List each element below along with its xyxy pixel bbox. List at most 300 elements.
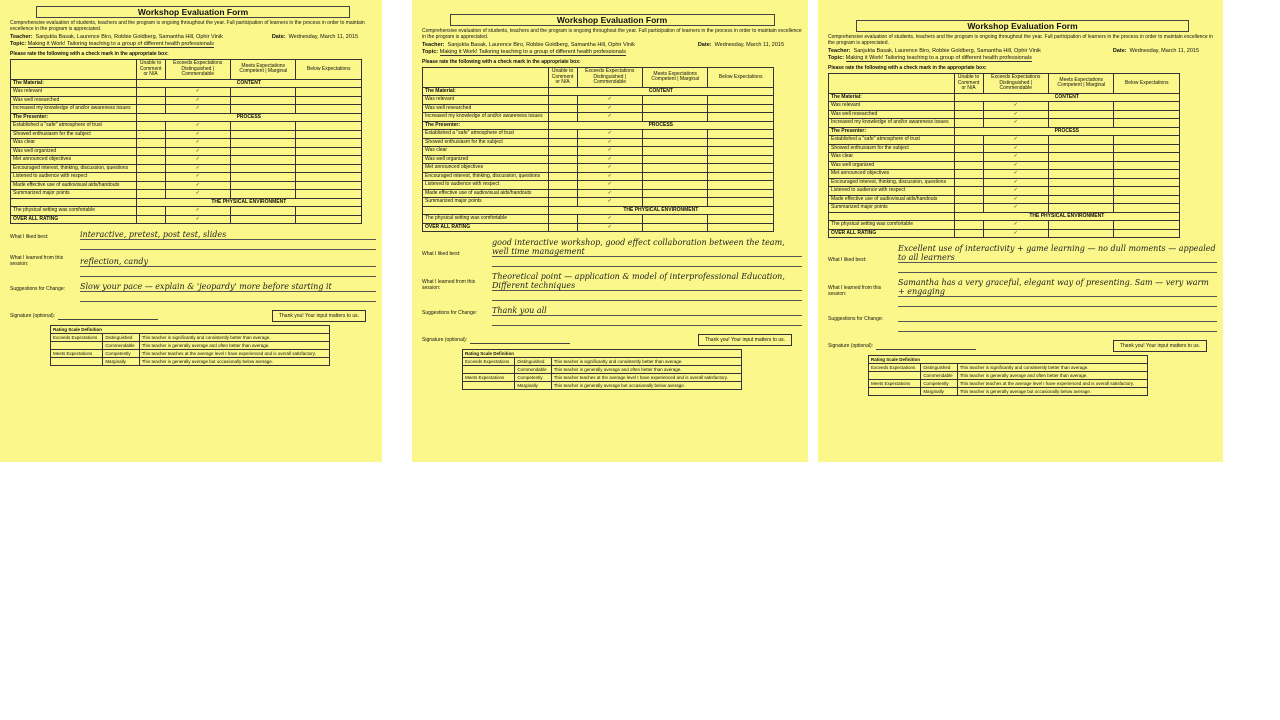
rating-cell-na[interactable] [136,130,165,139]
suggestions-row [422,306,802,316]
criterion-row [423,215,774,224]
section-label [11,198,137,207]
rating-cell-below[interactable] [708,130,774,139]
rating-column-header: Meets Expectations Competent | Marginal [231,60,296,80]
rating-cell-exceeds[interactable]: ✓ [983,170,1048,179]
rating-cell-meets[interactable] [643,130,708,139]
rating-cell-na[interactable] [136,105,165,114]
rating-cell-na[interactable] [548,215,577,224]
rating-cell-exceeds[interactable]: ✓ [577,223,642,232]
rating-cell-meets[interactable] [1049,153,1114,162]
rating-cell-below[interactable] [708,104,774,113]
rating-cell-exceeds[interactable]: ✓ [165,96,230,105]
rating-cell-na[interactable] [136,207,165,216]
rating-cell-exceeds[interactable]: ✓ [577,104,642,113]
rating-cell-na[interactable] [954,153,983,162]
criterion-row [829,187,1180,196]
rating-cell-below[interactable] [296,215,362,224]
rating-cell-exceeds[interactable]: ✓ [165,147,230,156]
rating-cell-na[interactable] [548,189,577,198]
scale-cell: Competently [515,374,551,382]
rating-cell-below[interactable] [708,223,774,232]
liked-best-handwriting[interactable]: interactive, pretest, post test, slides [80,230,376,240]
rating-cell-na[interactable] [136,190,165,199]
learned-handwriting[interactable]: reflection, candy [80,257,376,267]
criterion-row [423,223,774,232]
learned-label: What I learned from this session: [828,285,882,297]
criterion-row [423,138,774,147]
section-label: The Material: [11,79,137,88]
teacher-value: Sanjukta Basak, Laurence Biro, Robbie Goldberg, Samantha Hill, Ophir Vinik [447,42,635,48]
criterion-label: Increased my knowledge of and/or awareness issues [829,119,955,128]
section-label [423,206,549,215]
date-field [698,42,784,48]
rating-cell-meets[interactable] [1049,221,1114,230]
scale-cell: This teacher teaches at the average level I have experienced and is overall satisfactory. [551,374,741,382]
rating-cell-exceeds[interactable]: ✓ [165,105,230,114]
section-label: The Material: [829,93,955,102]
rating-cell-na[interactable] [136,122,165,131]
rating-cell-below[interactable] [708,164,774,173]
rating-cell-na[interactable] [548,96,577,105]
signature-label: Signature (optional): [10,313,56,319]
rating-cell-na[interactable] [954,187,983,196]
rating-cell-meets[interactable] [643,181,708,190]
rating-table [828,73,1180,238]
rating-cell-below[interactable] [296,122,362,131]
rating-cell-below[interactable] [708,155,774,164]
scale-row [869,372,1148,380]
rating-cell-exceeds[interactable]: ✓ [983,229,1048,238]
scale-cell: This teacher is significantly and consistently better than average. [139,334,329,342]
sheet-content [818,0,1223,462]
suggestions-handwriting[interactable]: Slow your pace — explain & 'jeopardy' more before starting it [80,282,376,292]
liked-best-handwriting[interactable]: Excellent use of interactivity + game learning — no dull moments — appealed to all learners [898,244,1216,262]
rating-cell-na[interactable] [136,215,165,224]
rating-cell-exceeds[interactable]: ✓ [577,164,642,173]
criterion-label: Was clear [423,147,549,156]
rating-cell-below[interactable] [708,113,774,122]
topic-label: Topic: [828,55,845,61]
rating-cell-na[interactable] [136,139,165,148]
learned-label: What I learned from this session: [10,255,64,267]
rating-cell-below[interactable] [1114,195,1180,204]
feedback-section [10,230,376,302]
feedback-section [422,238,802,326]
rating-cell-below[interactable] [296,105,362,114]
rating-cell-below[interactable] [1114,161,1180,170]
signature-label: Signature (optional): [422,337,468,343]
rating-cell-meets[interactable] [643,215,708,224]
rating-cell-exceeds[interactable]: ✓ [577,215,642,224]
rating-cell-below[interactable] [296,96,362,105]
section-title: CONTENT [954,93,1179,102]
scale-cell: This teacher is generally average and often better than average. [957,372,1147,380]
rating-cell-meets[interactable] [231,130,296,139]
writing-line [898,297,1217,307]
rating-cell-below[interactable] [708,138,774,147]
suggestions-handwriting[interactable]: Thank you all [492,306,802,316]
suggestions-handwriting[interactable] [898,312,1217,322]
rating-cell-meets[interactable] [231,96,296,105]
rating-table [10,59,362,224]
scale-cell: Commendable [103,342,139,350]
signature-row [422,334,802,346]
scale-cell: Meets Expectations [51,350,103,358]
scale-header-row [463,350,742,358]
scale-row [51,350,330,358]
scale-cell: Meets Expectations [869,380,921,388]
rating-cell-meets[interactable] [231,105,296,114]
rating-cell-exceeds[interactable]: ✓ [983,119,1048,128]
learned-label: What I learned from this session: [422,279,476,291]
section-title: THE PHYSICAL ENVIRONMENT [548,206,773,215]
signature-line[interactable] [876,343,976,350]
rating-cell-na[interactable] [136,147,165,156]
rating-cell-na[interactable] [136,156,165,165]
learned-handwriting[interactable]: Samantha has a very graceful, elegant way of presenting. Sam — very warm + engaging [898,278,1217,297]
rating-cell-meets[interactable] [1049,178,1114,187]
rating-cell-below[interactable] [1114,178,1180,187]
section-title: PROCESS [954,127,1179,136]
scale-cell: This teacher teaches at the average level I have experienced and is overall satisfactory. [957,380,1147,388]
rating-cell-meets[interactable] [231,207,296,216]
rating-cell-below[interactable] [1114,110,1180,119]
rating-cell-meets[interactable] [1049,119,1114,128]
rating-cell-below[interactable] [1114,153,1180,162]
rating-cell-na[interactable] [548,147,577,156]
criterion-label: Was well organized [423,155,549,164]
writing-line [492,291,802,301]
rating-cell-meets[interactable] [643,147,708,156]
rating-cell-exceeds[interactable]: ✓ [983,195,1048,204]
rating-cell-meets[interactable] [1049,144,1114,153]
rating-cell-meets[interactable] [231,181,296,190]
rating-cell-below[interactable] [296,88,362,97]
rating-cell-below[interactable] [1114,119,1180,128]
writing-line [80,240,376,250]
rating-cell-meets[interactable] [1049,170,1114,179]
rating-cell-below[interactable] [1114,204,1180,213]
criterion-label: Made effective use of audiovisual aids/handouts [829,195,955,204]
rating-cell-exceeds[interactable]: ✓ [983,178,1048,187]
criterion-label: Listened to audience with respect [423,181,549,190]
section-row [829,93,1180,102]
rating-cell-below[interactable] [296,130,362,139]
rating-column-header: Unable to Comment or N/A [136,60,165,80]
rating-column-header: Below Expectations [708,68,774,88]
signature-line[interactable] [470,337,570,344]
rating-cell-meets[interactable] [1049,229,1114,238]
rating-cell-below[interactable] [708,181,774,190]
criterion-row [11,105,362,114]
rating-cell-exceeds[interactable]: ✓ [983,136,1048,145]
rating-cell-below[interactable] [708,198,774,207]
rating-cell-below[interactable] [296,190,362,199]
feedback-section [828,244,1217,332]
rating-cell-na[interactable] [136,173,165,182]
rating-cell-meets[interactable] [643,198,708,207]
rating-cell-meets[interactable] [643,96,708,105]
criterion-label: Increased my knowledge of and/or awareness issues [423,113,549,122]
rating-cell-exceeds[interactable]: ✓ [577,172,642,181]
form-title: Workshop Evaluation Form [856,20,1189,32]
rating-cell-exceeds[interactable]: ✓ [577,147,642,156]
criterion-row [11,156,362,165]
rating-cell-meets[interactable] [231,88,296,97]
rating-cell-exceeds[interactable]: ✓ [577,113,642,122]
evaluation-sheet-1 [0,0,382,462]
rating-cell-below[interactable] [1114,229,1180,238]
criterion-row [11,122,362,131]
rating-cell-na[interactable] [954,136,983,145]
learned-handwriting[interactable]: Theoretical point — application & model of interprofessional Education, Different techniques [492,272,802,291]
rating-cell-na[interactable] [954,221,983,230]
rating-cell-meets[interactable] [231,156,296,165]
form-intro: Comprehensive evaluation of students, teachers and the program is ongoing throughout the year. Full participation of learners in the process in order to maintain excellence in the program is appreciated. [422,28,802,40]
criterion-row [423,181,774,190]
scale-row [51,358,330,366]
rating-header-row [423,68,774,88]
rating-cell-exceeds[interactable]: ✓ [577,155,642,164]
rating-cell-below[interactable] [296,156,362,165]
rating-cell-below[interactable] [296,181,362,190]
rating-table [422,67,774,232]
rating-cell-exceeds[interactable]: ✓ [983,204,1048,213]
rating-cell-exceeds[interactable]: ✓ [165,88,230,97]
scale-cell: Exceeds Expectations [463,358,515,366]
rating-cell-meets[interactable] [1049,136,1114,145]
criterion-label: Showed enthusiasm for the subject [829,144,955,153]
topic-value: Making it Work! Tailoring teaching to a group of different health professionals [845,55,1032,61]
rating-cell-below[interactable] [1114,144,1180,153]
criterion-row [423,130,774,139]
rating-cell-na[interactable] [954,119,983,128]
rating-cell-meets[interactable] [643,164,708,173]
criterion-label: Established a "safe" atmosphere of trust [11,122,137,131]
teacher-value: Sanjukta Basak, Laurence Biro, Robbie Goldberg, Samantha Hill, Ophir Vinik [853,48,1041,54]
rating-cell-below[interactable] [708,189,774,198]
criterion-row [11,173,362,182]
criterion-label: Was relevant [11,88,137,97]
rating-cell-below[interactable] [296,173,362,182]
rating-scale-table [50,325,330,366]
scale-title: Rating Scale Definition [869,356,1148,364]
sheet-content [0,0,382,462]
criterion-row [829,178,1180,187]
rating-cell-na[interactable] [548,113,577,122]
suggestions-row [828,312,1217,322]
rating-cell-na[interactable] [954,204,983,213]
rating-cell-below[interactable] [296,147,362,156]
criterion-label: The physical setting was comfortable [423,215,549,224]
teacher-row [10,34,376,40]
rating-cell-na[interactable] [954,170,983,179]
liked-best-label: What I liked best: [828,257,867,263]
rating-cell-na[interactable] [548,138,577,147]
rating-cell-na[interactable] [954,229,983,238]
rating-cell-meets[interactable] [643,138,708,147]
rating-cell-exceeds[interactable]: ✓ [983,161,1048,170]
rating-cell-below[interactable] [296,164,362,173]
rating-cell-meets[interactable] [643,113,708,122]
form-title: Workshop Evaluation Form [450,14,775,26]
rating-cell-na[interactable] [954,195,983,204]
criterion-label: Encouraged interest, thinking, discussion, questions [11,164,137,173]
rating-cell-exceeds[interactable]: ✓ [577,138,642,147]
rating-cell-meets[interactable] [643,223,708,232]
rating-cell-na[interactable] [548,223,577,232]
rating-cell-meets[interactable] [643,189,708,198]
rating-cell-below[interactable] [1114,136,1180,145]
scale-row [463,358,742,366]
rating-cell-meets[interactable] [643,172,708,181]
section-label: The Presenter: [423,121,549,130]
rating-cell-exceeds[interactable]: ✓ [983,221,1048,230]
criterion-label: The physical setting was comfortable [11,207,137,216]
rating-cell-na[interactable] [954,144,983,153]
rating-cell-na[interactable] [548,104,577,113]
rating-cell-exceeds[interactable]: ✓ [577,130,642,139]
rating-cell-meets[interactable] [1049,195,1114,204]
rating-cell-meets[interactable] [231,173,296,182]
rating-cell-meets[interactable] [1049,110,1114,119]
rating-cell-meets[interactable] [231,139,296,148]
criterion-label: OVER ALL RATING [829,229,955,238]
rating-cell-below[interactable] [1114,187,1180,196]
rating-cell-exceeds[interactable]: ✓ [983,144,1048,153]
rating-cell-meets[interactable] [1049,161,1114,170]
rating-cell-below[interactable] [296,139,362,148]
rating-cell-exceeds[interactable]: ✓ [165,164,230,173]
scale-row [463,374,742,382]
rating-cell-meets[interactable] [643,155,708,164]
rating-cell-exceeds[interactable]: ✓ [577,198,642,207]
criterion-label: Made effective use of audiovisual aids/handouts [11,181,137,190]
rating-cell-below[interactable] [1114,102,1180,111]
scale-row [869,380,1148,388]
rating-cell-meets[interactable] [231,122,296,131]
rating-cell-meets[interactable] [1049,204,1114,213]
rating-cell-exceeds[interactable]: ✓ [165,130,230,139]
signature-row [828,340,1217,352]
rating-cell-below[interactable] [1114,170,1180,179]
rating-cell-exceeds[interactable]: ✓ [577,96,642,105]
rating-cell-exceeds[interactable]: ✓ [983,187,1048,196]
thanks-box: Thank you! Your input matters to us. [1113,340,1207,352]
rating-cell-exceeds[interactable]: ✓ [165,207,230,216]
rating-cell-na[interactable] [136,88,165,97]
signature-line[interactable] [58,313,158,320]
rating-cell-exceeds[interactable]: ✓ [577,189,642,198]
scale-row [463,382,742,390]
criterion-row [11,215,362,224]
rating-cell-meets[interactable] [231,190,296,199]
criterion-row [423,172,774,181]
topic-value: Making it Work! Tailoring teaching to a group of different health professionals [27,41,214,47]
writing-line [492,257,802,267]
rating-cell-below[interactable] [708,96,774,105]
rating-cell-exceeds[interactable]: ✓ [983,102,1048,111]
rating-cell-na[interactable] [954,178,983,187]
criterion-label: Was clear [829,153,955,162]
rating-cell-exceeds[interactable]: ✓ [165,190,230,199]
criterion-row [11,207,362,216]
rating-cell-exceeds[interactable]: ✓ [165,122,230,131]
criterion-label: Was well researched [11,96,137,105]
rating-cell-below[interactable] [296,207,362,216]
rating-cell-exceeds[interactable]: ✓ [165,156,230,165]
rating-column-header: Meets Expectations Competent | Marginal [643,68,708,88]
rating-cell-meets[interactable] [1049,187,1114,196]
rating-cell-below[interactable] [1114,221,1180,230]
criterion-label: Encouraged interest, thinking, discussion, questions [829,178,955,187]
rating-cell-meets[interactable] [1049,102,1114,111]
rating-cell-exceeds[interactable]: ✓ [983,153,1048,162]
writing-line [492,316,802,326]
criterion-label: Was well organized [11,147,137,156]
criterion-header [11,60,137,80]
rating-cell-meets[interactable] [231,147,296,156]
rating-cell-exceeds[interactable]: ✓ [165,139,230,148]
section-label: The Presenter: [829,127,955,136]
criterion-row [423,96,774,105]
rating-cell-na[interactable] [548,130,577,139]
rating-cell-meets[interactable] [231,164,296,173]
scale-cell: Competently [103,350,139,358]
rating-cell-exceeds[interactable]: ✓ [165,215,230,224]
learned-row [10,255,376,267]
rating-cell-meets[interactable] [231,215,296,224]
rating-cell-na[interactable] [548,155,577,164]
rating-cell-na[interactable] [548,198,577,207]
rating-cell-exceeds[interactable]: ✓ [577,181,642,190]
section-label: The Material: [423,87,549,96]
form-intro: Comprehensive evaluation of students, teachers and the program is ongoing throughout the year. Full participation of learners in the process in order to maintain excellence in the program is appreciated. [10,20,365,32]
rating-cell-below[interactable] [708,147,774,156]
scale-cell [463,382,515,390]
rating-cell-na[interactable] [548,164,577,173]
rating-cell-meets[interactable] [643,104,708,113]
rating-cell-below[interactable] [708,215,774,224]
rating-cell-na[interactable] [954,102,983,111]
rating-cell-na[interactable] [954,110,983,119]
criterion-label: Was relevant [423,96,549,105]
rating-cell-na[interactable] [136,96,165,105]
criterion-row [11,88,362,97]
rating-cell-exceeds[interactable]: ✓ [165,173,230,182]
rating-cell-na[interactable] [136,164,165,173]
rating-cell-na[interactable] [548,172,577,181]
rating-column-header: Exceeds Expectations Distinguished | Commendable [577,68,642,88]
section-label [829,212,955,221]
rating-cell-below[interactable] [708,172,774,181]
thanks-box: Thank you! Your input matters to us. [272,310,366,322]
rating-cell-na[interactable] [136,181,165,190]
rating-cell-exceeds[interactable]: ✓ [165,181,230,190]
criterion-row [11,96,362,105]
signature-label: Signature (optional): [828,343,874,349]
criterion-label: OVER ALL RATING [423,223,549,232]
rating-cell-exceeds[interactable]: ✓ [983,110,1048,119]
rating-cell-na[interactable] [548,181,577,190]
criterion-label: Was well organized [829,161,955,170]
criterion-row [829,195,1180,204]
rating-cell-na[interactable] [954,161,983,170]
liked-best-handwriting[interactable]: good interactive workshop, good effect collaboration between the team, well time management [492,238,802,257]
scale-header-row [869,356,1148,364]
liked-best-row [422,238,802,257]
